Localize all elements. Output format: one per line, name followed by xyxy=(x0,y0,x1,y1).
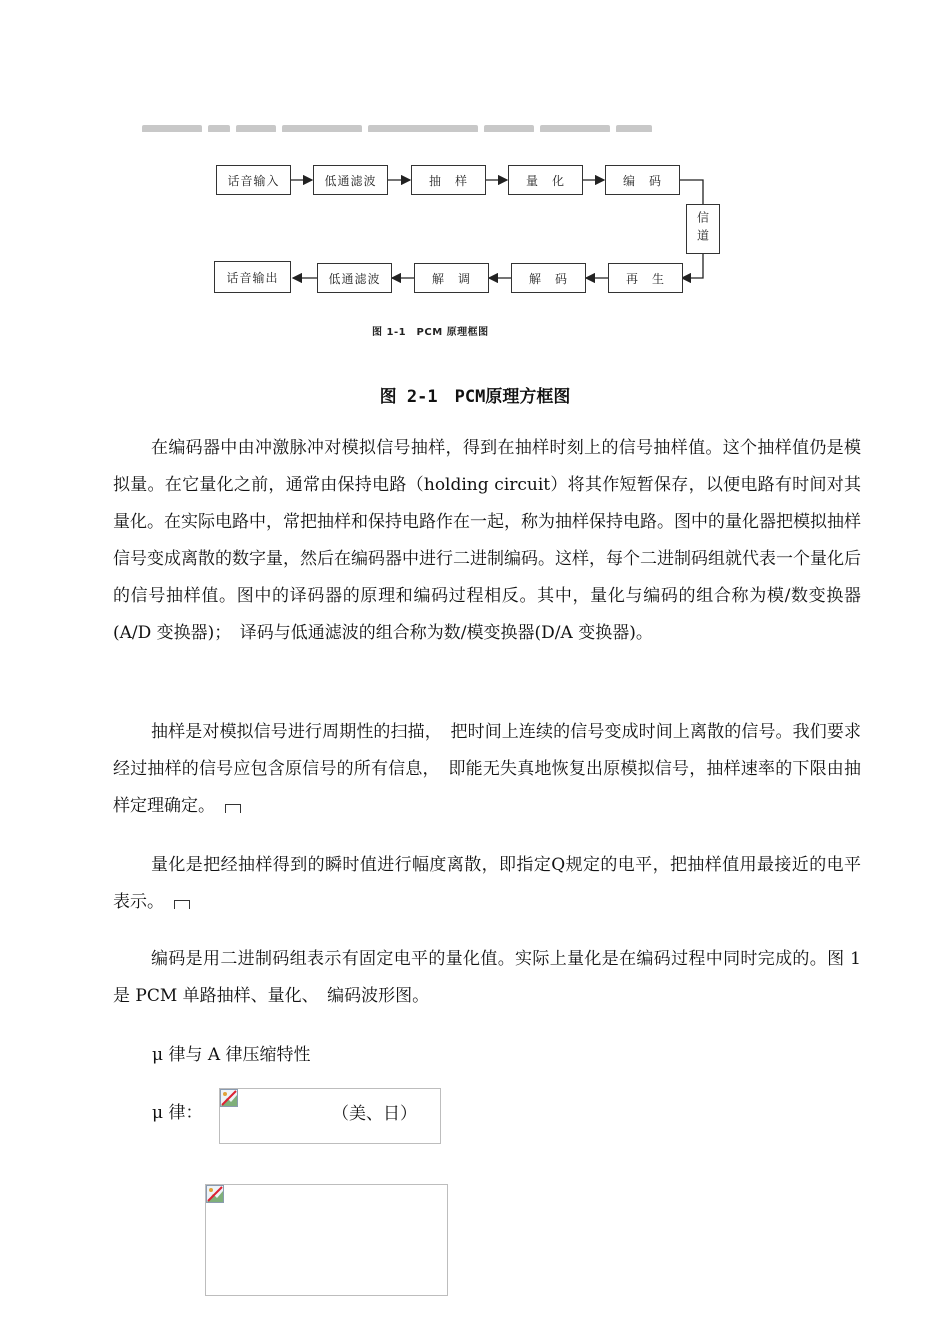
mu-law-formula-image xyxy=(219,1088,441,1144)
block-sampling: 抽 样 xyxy=(411,165,486,195)
block-regeneration: 再 生 xyxy=(608,263,683,293)
image-alt-text: （美、日） xyxy=(332,1104,417,1124)
paragraph-quantization xyxy=(113,847,861,921)
paragraph-mark-icon xyxy=(174,900,190,909)
law-heading: μ 律与 A 律压缩特性 xyxy=(152,1045,311,1065)
paragraph-sampling-text: 抽样是对模拟信号进行周期性的扫描， 把时间上连续的信号变成时间上离散的信号。我们要求经过抽样的信号应包含原信号的所有信息， 即能无失真地恢复出原模拟信号，抽样速率的下限由抽样定理确定。 xyxy=(113,722,861,816)
paragraph-encoder: 在编码器中由冲激脉冲对模拟信号抽样，得到在抽样时刻上的信号抽样值。这个抽样值仍是模拟量。在它量化之前，通常由保持电路（holding circuit）将其作短暂保存，以便电路有时间对其量化。在实际电路中，常把抽样和保持电路作在一起，称为抽样保持电路。图中的量化器把模拟抽样信号变成离散的数字量，然后在编码器中进行二进制编码。这样，每个二进制码组就代表一个量化后的信号抽样值。图中的译码器的原理和编码过程相反。其中，量化与编码的组合称为模/数变换器(A/D 变换器)； 译码与低通滤波的组合称为数/模变换器(D/A 变换器)。 xyxy=(113,438,861,643)
figure-caption: 图 2-1 PCM原理方框图 xyxy=(379,387,571,407)
block-decoding: 解 码 xyxy=(511,263,586,293)
broken-image-icon xyxy=(206,1185,224,1203)
block-lowpass-filter-1: 低通滤波 xyxy=(313,165,388,195)
block-quantization: 量 化 xyxy=(508,165,583,195)
formula-image-2 xyxy=(205,1184,448,1296)
block-voice-output: 话音输出 xyxy=(214,261,291,293)
paragraph-quantization-text: 量化是把经抽样得到的瞬时值进行幅度离散，即指定Q规定的电平，把抽样值用最接近的电平表示。 xyxy=(113,855,861,912)
paragraph-sampling xyxy=(113,714,861,825)
block-lowpass-filter-2: 低通滤波 xyxy=(317,263,392,293)
broken-image-icon xyxy=(220,1089,238,1107)
diagram-arrows xyxy=(200,110,740,350)
block-channel: 信道 xyxy=(686,204,720,254)
diagram-inner-caption: 图 1-1 PCM 原理框图 xyxy=(372,327,489,338)
block-encoding: 编 码 xyxy=(605,165,680,195)
paragraph-encoding: 编码是用二进制码组表示有固定电平的量化值。实际上量化是在编码过程中同时完成的。图 1 是 PCM 单路抽样、量化、 编码波形图。 xyxy=(113,949,861,1006)
paragraph-mark-icon xyxy=(225,804,241,813)
pcm-block-diagram xyxy=(200,110,740,350)
block-demodulation: 解 调 xyxy=(414,263,489,293)
block-voice-input: 话音输入 xyxy=(216,165,291,195)
mu-law-label: μ 律： xyxy=(152,1103,203,1123)
